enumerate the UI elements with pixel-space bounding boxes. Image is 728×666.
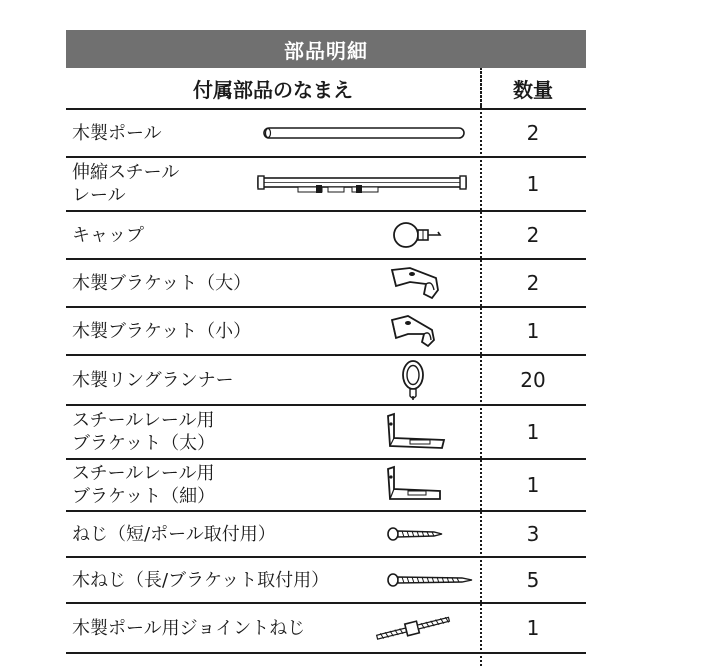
table-row (66, 110, 586, 158)
item-name: 木製ブラケット（大） (72, 272, 252, 294)
table-row (66, 406, 586, 460)
table-row (66, 308, 586, 356)
item-name: 木ねじ（長/ブラケット取付用） (72, 569, 330, 591)
table-row (66, 460, 586, 512)
short-screw-icon (386, 512, 446, 556)
item-qty: 3 (526, 522, 540, 546)
joint-screw-icon (372, 604, 456, 652)
table-row (66, 558, 586, 604)
item-name: 木製ポール (72, 122, 162, 144)
qty-column-divider (480, 68, 482, 666)
wooden-bracket-large-icon (388, 260, 444, 306)
parts-list-title: 部品明細 (66, 30, 586, 68)
header-name: 付属部品のなまえ (193, 77, 353, 102)
item-name: スチールレール用 ブラケット（細） (72, 463, 216, 507)
header-row (66, 68, 586, 110)
item-name: スチールレール用 ブラケット（太） (72, 410, 216, 454)
item-name: 木製ブラケット（小） (72, 320, 252, 342)
table-row (66, 212, 586, 260)
long-wood-screw-icon (386, 558, 474, 602)
steel-rail-icon (256, 158, 470, 210)
item-qty: 1 (526, 420, 540, 444)
item-qty: 1 (526, 473, 540, 497)
item-name: ねじ（短/ポール取付用） (72, 523, 276, 545)
item-name: 木製ポール用ジョイントねじ (72, 617, 306, 639)
item-qty: 20 (520, 368, 546, 392)
item-qty: 2 (526, 121, 540, 145)
table-row (66, 512, 586, 558)
item-name: 伸縮スチール レール (72, 162, 180, 206)
cap-finial-icon (392, 212, 444, 258)
table-row (66, 260, 586, 308)
wooden-bracket-small-icon (388, 308, 444, 354)
item-name: キャップ (72, 224, 144, 246)
ring-runner-icon (400, 356, 428, 404)
item-qty: 2 (526, 271, 540, 295)
header-qty: 数量 (513, 77, 553, 102)
item-name: 木製リングランナー (72, 369, 234, 391)
item-qty: 1 (526, 319, 540, 343)
table-row (66, 604, 586, 654)
parts-list (66, 30, 586, 654)
wooden-pole-icon (262, 110, 468, 156)
steel-bracket-thin-icon (384, 460, 448, 510)
item-qty: 1 (526, 616, 540, 640)
table-row (66, 356, 586, 406)
table-row (66, 158, 586, 212)
steel-bracket-thick-icon (384, 406, 448, 458)
item-qty: 2 (526, 223, 540, 247)
item-qty: 1 (526, 172, 540, 196)
item-qty: 5 (526, 568, 540, 592)
